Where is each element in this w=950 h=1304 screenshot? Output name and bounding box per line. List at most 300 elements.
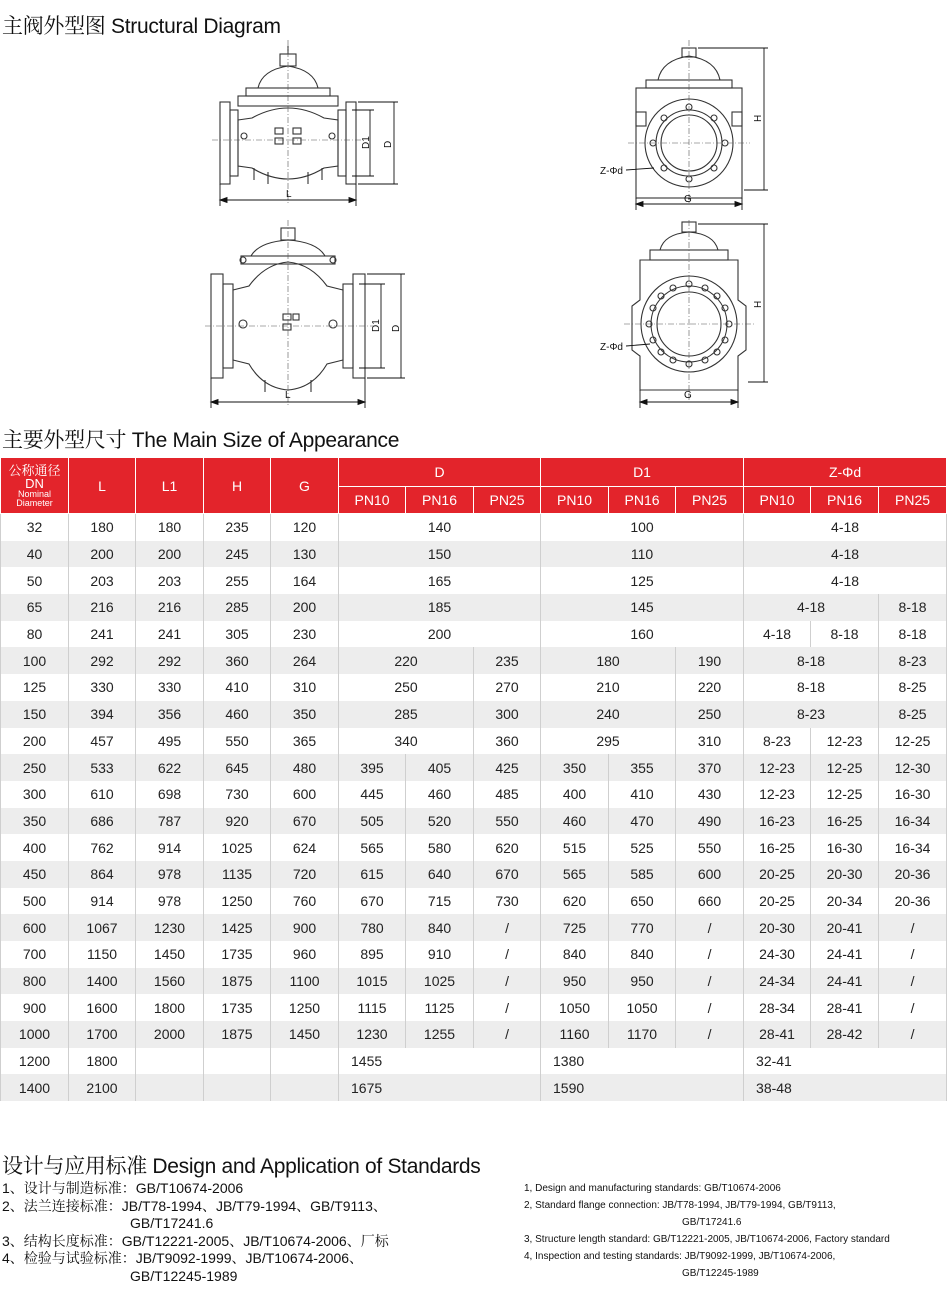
standard-item: 4、检验与试验标准：JB/T9092-1999、JB/T10674-2006、 bbox=[2, 1250, 364, 1266]
table-cell: 950 bbox=[541, 968, 609, 995]
table-cell: 910 bbox=[406, 941, 474, 968]
table-cell: 8-18 bbox=[879, 621, 947, 648]
table-cell: 365 bbox=[271, 728, 339, 755]
valve-side-view-small bbox=[212, 40, 422, 215]
table-row bbox=[1, 1074, 947, 1101]
table-cell: 20-36 bbox=[879, 888, 947, 915]
table-cell: 1675 bbox=[339, 1074, 541, 1101]
table-cell: 914 bbox=[69, 888, 136, 915]
standard-item: 1、设计与制造标准：GB/T10674-2006 bbox=[2, 1180, 244, 1196]
dim-label-L: L bbox=[286, 189, 292, 200]
table-cell: 255 bbox=[204, 567, 271, 594]
table-cell: 395 bbox=[339, 754, 406, 781]
table-row bbox=[1, 994, 947, 1021]
dim-label-G: G bbox=[684, 194, 692, 205]
table-cell: 1100 bbox=[271, 968, 339, 995]
table-row bbox=[1, 941, 947, 968]
table-cell: 864 bbox=[69, 861, 136, 888]
table-cell bbox=[136, 1048, 204, 1075]
table-cell: 28-41 bbox=[811, 994, 879, 1021]
dim-label-H: H bbox=[753, 300, 764, 308]
table-cell: 200 bbox=[339, 621, 541, 648]
table-cell: 360 bbox=[204, 647, 271, 674]
table-cell: 645 bbox=[204, 754, 271, 781]
table-cell: 410 bbox=[204, 674, 271, 701]
header-pn: PN16 bbox=[811, 487, 879, 514]
table-cell: 16-34 bbox=[879, 808, 947, 835]
table-cell: 28-42 bbox=[811, 1021, 879, 1048]
table-row bbox=[1, 567, 947, 594]
table-cell: 1450 bbox=[271, 1021, 339, 1048]
table-cell: 295 bbox=[541, 728, 676, 755]
table-cell: 20-34 bbox=[811, 888, 879, 915]
table-cell: 164 bbox=[271, 567, 339, 594]
header-pn: PN16 bbox=[609, 487, 676, 514]
table-cell: 28-34 bbox=[744, 994, 811, 1021]
table-cell: 80 bbox=[1, 621, 69, 648]
table-cell: 505 bbox=[339, 808, 406, 835]
table-cell: 450 bbox=[1, 861, 69, 888]
table-cell: 330 bbox=[136, 674, 204, 701]
table-cell: 250 bbox=[339, 674, 474, 701]
table-cell: 216 bbox=[69, 594, 136, 621]
table-row bbox=[1, 594, 947, 621]
table-cell: 670 bbox=[271, 808, 339, 835]
table-cell: 615 bbox=[339, 861, 406, 888]
table-cell: / bbox=[676, 941, 744, 968]
table-cell: 730 bbox=[474, 888, 541, 915]
table-cell: 160 bbox=[541, 621, 744, 648]
table-cell: 292 bbox=[136, 647, 204, 674]
table-cell: 165 bbox=[339, 567, 541, 594]
table-cell: 16-23 bbox=[744, 808, 811, 835]
table-cell: 920 bbox=[204, 808, 271, 835]
table-cell bbox=[204, 1074, 271, 1101]
table-cell: / bbox=[879, 968, 947, 995]
table-cell bbox=[271, 1074, 339, 1101]
standards-list-en bbox=[524, 1180, 950, 1282]
table-cell: 1400 bbox=[69, 968, 136, 995]
table-cell: / bbox=[474, 994, 541, 1021]
table-cell: 12-25 bbox=[879, 728, 947, 755]
table-cell: 895 bbox=[339, 941, 406, 968]
table-cell: / bbox=[879, 914, 947, 941]
table-cell: / bbox=[676, 994, 744, 1021]
table-cell: 100 bbox=[1, 647, 69, 674]
table-cell: / bbox=[474, 1021, 541, 1048]
table-cell: / bbox=[676, 914, 744, 941]
table-row bbox=[1, 968, 947, 995]
table-cell: / bbox=[676, 968, 744, 995]
table-cell: 900 bbox=[271, 914, 339, 941]
table-row bbox=[1, 674, 947, 701]
table-cell: 1380 bbox=[541, 1048, 744, 1075]
table-cell: 565 bbox=[339, 834, 406, 861]
table-cell: 180 bbox=[69, 514, 136, 541]
table-cell: 600 bbox=[1, 914, 69, 941]
table-row bbox=[1, 647, 947, 674]
table-cell: 670 bbox=[474, 861, 541, 888]
table-cell: 12-25 bbox=[811, 781, 879, 808]
size-table-body bbox=[1, 514, 947, 1102]
table-cell: 20-25 bbox=[744, 888, 811, 915]
table-cell: 1025 bbox=[204, 834, 271, 861]
table-cell: 12-25 bbox=[811, 754, 879, 781]
table-cell: 600 bbox=[676, 861, 744, 888]
table-cell: 1250 bbox=[204, 888, 271, 915]
table-cell: 16-25 bbox=[811, 808, 879, 835]
table-cell: 24-41 bbox=[811, 941, 879, 968]
table-row bbox=[1, 808, 947, 835]
table-cell: 38-48 bbox=[744, 1074, 947, 1101]
table-cell: 1067 bbox=[69, 914, 136, 941]
table-cell: 120 bbox=[271, 514, 339, 541]
table-cell: 340 bbox=[339, 728, 474, 755]
table-cell: 960 bbox=[271, 941, 339, 968]
table-cell: 20-25 bbox=[744, 861, 811, 888]
table-cell: 330 bbox=[69, 674, 136, 701]
standard-item: 1, Design and manufacturing standards: GB/T10674-2006 bbox=[524, 1183, 781, 1194]
table-cell: 1050 bbox=[541, 994, 609, 1021]
table-cell: 840 bbox=[541, 941, 609, 968]
dim-label-D: D bbox=[383, 140, 394, 148]
table-cell: 241 bbox=[136, 621, 204, 648]
table-cell: 620 bbox=[541, 888, 609, 915]
table-cell: 480 bbox=[271, 754, 339, 781]
header-D: D bbox=[339, 458, 541, 487]
table-cell: 1800 bbox=[136, 994, 204, 1021]
table-cell: 356 bbox=[136, 701, 204, 728]
table-cell: 210 bbox=[541, 674, 676, 701]
table-cell: 1450 bbox=[136, 941, 204, 968]
table-cell: 245 bbox=[204, 541, 271, 568]
header-pn: PN10 bbox=[541, 487, 609, 514]
table-cell: 300 bbox=[474, 701, 541, 728]
table-cell: 16-34 bbox=[879, 834, 947, 861]
table-cell: 300 bbox=[1, 781, 69, 808]
table-cell bbox=[204, 1048, 271, 1075]
table-cell: 515 bbox=[541, 834, 609, 861]
table-cell: 405 bbox=[406, 754, 474, 781]
table-cell: 1735 bbox=[204, 941, 271, 968]
table-row bbox=[1, 834, 947, 861]
table-cell: 780 bbox=[339, 914, 406, 941]
table-cell: 1170 bbox=[609, 1021, 676, 1048]
table-cell: 1590 bbox=[541, 1074, 744, 1101]
table-cell: / bbox=[474, 968, 541, 995]
table-cell: 32-41 bbox=[744, 1048, 947, 1075]
table-cell: 430 bbox=[676, 781, 744, 808]
table-cell: 24-30 bbox=[744, 941, 811, 968]
table-cell: 1800 bbox=[69, 1048, 136, 1075]
table-cell: 490 bbox=[676, 808, 744, 835]
table-cell: 125 bbox=[541, 567, 744, 594]
table-cell bbox=[136, 1074, 204, 1101]
dim-label-zphid: Z-Φd bbox=[600, 166, 623, 177]
table-cell: 1050 bbox=[609, 994, 676, 1021]
table-cell: 180 bbox=[136, 514, 204, 541]
standard-item: 4, Inspection and testing standards: JB/T9092-1999, JB/T10674-2006, bbox=[524, 1251, 836, 1262]
table-cell: 470 bbox=[609, 808, 676, 835]
table-cell: 400 bbox=[541, 781, 609, 808]
table-cell: 8-18 bbox=[811, 621, 879, 648]
table-cell: 978 bbox=[136, 888, 204, 915]
table-cell: 8-18 bbox=[744, 647, 879, 674]
table-cell: 200 bbox=[271, 594, 339, 621]
table-cell: 350 bbox=[1, 808, 69, 835]
main-size-heading: 主要外型尺寸 The Main Size of Appearance bbox=[2, 429, 400, 452]
table-cell: 485 bbox=[474, 781, 541, 808]
table-cell: 410 bbox=[609, 781, 676, 808]
header-zphid: Z-Φd bbox=[744, 458, 947, 487]
table-cell: 250 bbox=[676, 701, 744, 728]
table-row bbox=[1, 861, 947, 888]
table-cell: 1135 bbox=[204, 861, 271, 888]
standard-item: 3, Structure length standard: GB/T12221-2005, JB/T10674-2006, Factory standard bbox=[524, 1234, 890, 1245]
dim-label-D1: D1 bbox=[371, 319, 382, 332]
table-cell: 730 bbox=[204, 781, 271, 808]
table-cell: 1230 bbox=[339, 1021, 406, 1048]
table-cell: 760 bbox=[271, 888, 339, 915]
valve-end-view-large bbox=[598, 220, 778, 415]
table-cell: 40 bbox=[1, 541, 69, 568]
table-cell: 1735 bbox=[204, 994, 271, 1021]
table-cell: 1230 bbox=[136, 914, 204, 941]
table-cell: 145 bbox=[541, 594, 744, 621]
table-cell: 550 bbox=[204, 728, 271, 755]
table-cell: 241 bbox=[69, 621, 136, 648]
table-cell: 520 bbox=[406, 808, 474, 835]
table-cell: 20-41 bbox=[811, 914, 879, 941]
table-cell: 620 bbox=[474, 834, 541, 861]
table-cell: 200 bbox=[69, 541, 136, 568]
table-cell: 8-23 bbox=[879, 647, 947, 674]
table-cell: 185 bbox=[339, 594, 541, 621]
table-cell: / bbox=[879, 941, 947, 968]
table-cell: 550 bbox=[676, 834, 744, 861]
table-cell: 457 bbox=[69, 728, 136, 755]
table-cell: 770 bbox=[609, 914, 676, 941]
table-cell: 1250 bbox=[271, 994, 339, 1021]
table-cell: 240 bbox=[541, 701, 676, 728]
table-cell: 400 bbox=[1, 834, 69, 861]
table-cell: 310 bbox=[271, 674, 339, 701]
header-pn: PN10 bbox=[339, 487, 406, 514]
standard-item: 2、法兰连接标准：JB/T78-1994、JB/T79-1994、GB/T9113、 bbox=[2, 1197, 387, 1214]
table-cell: 180 bbox=[541, 647, 676, 674]
header-H: H bbox=[204, 458, 271, 514]
table-cell: 650 bbox=[609, 888, 676, 915]
table-cell: 640 bbox=[406, 861, 474, 888]
table-cell: 686 bbox=[69, 808, 136, 835]
table-cell: 216 bbox=[136, 594, 204, 621]
table-cell: 495 bbox=[136, 728, 204, 755]
table-cell: 4-18 bbox=[744, 541, 947, 568]
header-L: L bbox=[69, 458, 136, 514]
table-cell: 840 bbox=[406, 914, 474, 941]
table-cell: 8-18 bbox=[879, 594, 947, 621]
standard-item: 2, Standard flange connection: JB/T78-1994, JB/T79-1994, GB/T9113, bbox=[524, 1200, 836, 1211]
header-pn: PN25 bbox=[879, 487, 947, 514]
table-cell: 28-41 bbox=[744, 1021, 811, 1048]
table-cell: 950 bbox=[609, 968, 676, 995]
header-pn: PN10 bbox=[744, 487, 811, 514]
table-cell: 4-18 bbox=[744, 594, 879, 621]
table-cell: 16-30 bbox=[811, 834, 879, 861]
table-cell: 305 bbox=[204, 621, 271, 648]
table-cell: 670 bbox=[339, 888, 406, 915]
table-cell: 394 bbox=[69, 701, 136, 728]
table-cell: 1875 bbox=[204, 1021, 271, 1048]
table-cell: 130 bbox=[271, 541, 339, 568]
table-cell: 1025 bbox=[406, 968, 474, 995]
table-cell: 370 bbox=[676, 754, 744, 781]
table-cell: 150 bbox=[1, 701, 69, 728]
standards-heading: 设计与应用标准 Design and Application of Standards bbox=[2, 1155, 481, 1178]
table-row bbox=[1, 621, 947, 648]
table-cell: 203 bbox=[69, 567, 136, 594]
table-cell: 762 bbox=[69, 834, 136, 861]
table-row bbox=[1, 781, 947, 808]
table-cell: 200 bbox=[1, 728, 69, 755]
table-cell: 425 bbox=[474, 754, 541, 781]
table-cell: 4-18 bbox=[744, 621, 811, 648]
table-cell: / bbox=[879, 994, 947, 1021]
table-cell: 24-41 bbox=[811, 968, 879, 995]
table-cell: 270 bbox=[474, 674, 541, 701]
table-row bbox=[1, 701, 947, 728]
table-cell: 350 bbox=[271, 701, 339, 728]
table-cell: / bbox=[474, 941, 541, 968]
table-cell: 500 bbox=[1, 888, 69, 915]
standards-list-cn bbox=[2, 1180, 472, 1285]
table-cell: 1875 bbox=[204, 968, 271, 995]
table-cell: 585 bbox=[609, 861, 676, 888]
table-cell: 698 bbox=[136, 781, 204, 808]
table-cell: 978 bbox=[136, 861, 204, 888]
structural-diagram-heading: 主阀外型图 Structural Diagram bbox=[2, 15, 281, 38]
dim-label-D: D bbox=[391, 324, 402, 332]
table-row bbox=[1, 1048, 947, 1075]
table-cell: 264 bbox=[271, 647, 339, 674]
table-cell: 600 bbox=[271, 781, 339, 808]
table-cell: 12-23 bbox=[811, 728, 879, 755]
table-cell bbox=[271, 1048, 339, 1075]
table-cell: 525 bbox=[609, 834, 676, 861]
table-cell: 1400 bbox=[1, 1074, 69, 1101]
table-cell: 8-23 bbox=[744, 728, 811, 755]
table-cell: 50 bbox=[1, 567, 69, 594]
table-cell: 4-18 bbox=[744, 514, 947, 541]
table-cell: 16-25 bbox=[744, 834, 811, 861]
table-cell: 150 bbox=[339, 541, 541, 568]
table-cell: 140 bbox=[339, 514, 541, 541]
standard-item-continuation: GB/T17241.6 bbox=[682, 1217, 742, 1228]
table-cell: 715 bbox=[406, 888, 474, 915]
standard-item-continuation: GB/T12245-1989 bbox=[682, 1268, 759, 1279]
table-cell: 787 bbox=[136, 808, 204, 835]
table-cell: 16-30 bbox=[879, 781, 947, 808]
table-cell: 1455 bbox=[339, 1048, 541, 1075]
table-cell: 235 bbox=[474, 647, 541, 674]
table-cell: 20-30 bbox=[811, 861, 879, 888]
table-cell: 203 bbox=[136, 567, 204, 594]
table-cell: 1115 bbox=[339, 994, 406, 1021]
valve-side-view-large bbox=[205, 220, 425, 415]
table-cell: 624 bbox=[271, 834, 339, 861]
table-cell: 900 bbox=[1, 994, 69, 1021]
table-cell: / bbox=[676, 1021, 744, 1048]
table-cell: 8-25 bbox=[879, 674, 947, 701]
table-cell: 1200 bbox=[1, 1048, 69, 1075]
header-pn: PN16 bbox=[406, 487, 474, 514]
table-row bbox=[1, 541, 947, 568]
table-cell: 1160 bbox=[541, 1021, 609, 1048]
table-cell: 2000 bbox=[136, 1021, 204, 1048]
table-cell: 8-18 bbox=[744, 674, 879, 701]
dim-label-G: G bbox=[684, 390, 692, 401]
table-cell: 32 bbox=[1, 514, 69, 541]
valve-end-view-small bbox=[598, 40, 778, 215]
table-cell: 720 bbox=[271, 861, 339, 888]
table-cell: 350 bbox=[541, 754, 609, 781]
table-cell: 1425 bbox=[204, 914, 271, 941]
table-cell: 565 bbox=[541, 861, 609, 888]
table-cell: 660 bbox=[676, 888, 744, 915]
table-cell: 220 bbox=[339, 647, 474, 674]
table-cell: 445 bbox=[339, 781, 406, 808]
header-G: G bbox=[271, 458, 339, 514]
table-cell: 220 bbox=[676, 674, 744, 701]
table-row bbox=[1, 1021, 947, 1048]
table-cell: 1700 bbox=[69, 1021, 136, 1048]
table-row bbox=[1, 728, 947, 755]
table-cell: 1560 bbox=[136, 968, 204, 995]
table-cell: 1255 bbox=[406, 1021, 474, 1048]
table-cell: 460 bbox=[204, 701, 271, 728]
table-row bbox=[1, 914, 947, 941]
table-cell: 2100 bbox=[69, 1074, 136, 1101]
header-pn: PN25 bbox=[676, 487, 744, 514]
standard-item-continuation: GB/T17241.6 bbox=[130, 1215, 214, 1231]
table-cell: 840 bbox=[609, 941, 676, 968]
table-cell: / bbox=[879, 1021, 947, 1048]
table-cell: 914 bbox=[136, 834, 204, 861]
table-cell: 110 bbox=[541, 541, 744, 568]
table-cell: 24-34 bbox=[744, 968, 811, 995]
dim-label-L: L bbox=[285, 390, 291, 401]
table-cell: 1000 bbox=[1, 1021, 69, 1048]
table-cell: 12-30 bbox=[879, 754, 947, 781]
table-cell: 360 bbox=[474, 728, 541, 755]
table-cell: 65 bbox=[1, 594, 69, 621]
table-cell: 1600 bbox=[69, 994, 136, 1021]
table-row bbox=[1, 754, 947, 781]
table-row bbox=[1, 888, 947, 915]
header-D1: D1 bbox=[541, 458, 744, 487]
dim-label-H: H bbox=[753, 114, 764, 122]
table-cell: / bbox=[474, 914, 541, 941]
table-cell: 533 bbox=[69, 754, 136, 781]
table-cell: 355 bbox=[609, 754, 676, 781]
table-cell: 285 bbox=[339, 701, 474, 728]
table-cell: 8-25 bbox=[879, 701, 947, 728]
standard-item: 3、结构长度标准：GB/T12221-2005、JB/T10674-2006、厂标 bbox=[2, 1232, 389, 1249]
table-cell: 12-23 bbox=[744, 754, 811, 781]
table-cell: 12-23 bbox=[744, 781, 811, 808]
table-cell: 200 bbox=[136, 541, 204, 568]
table-cell: 285 bbox=[204, 594, 271, 621]
